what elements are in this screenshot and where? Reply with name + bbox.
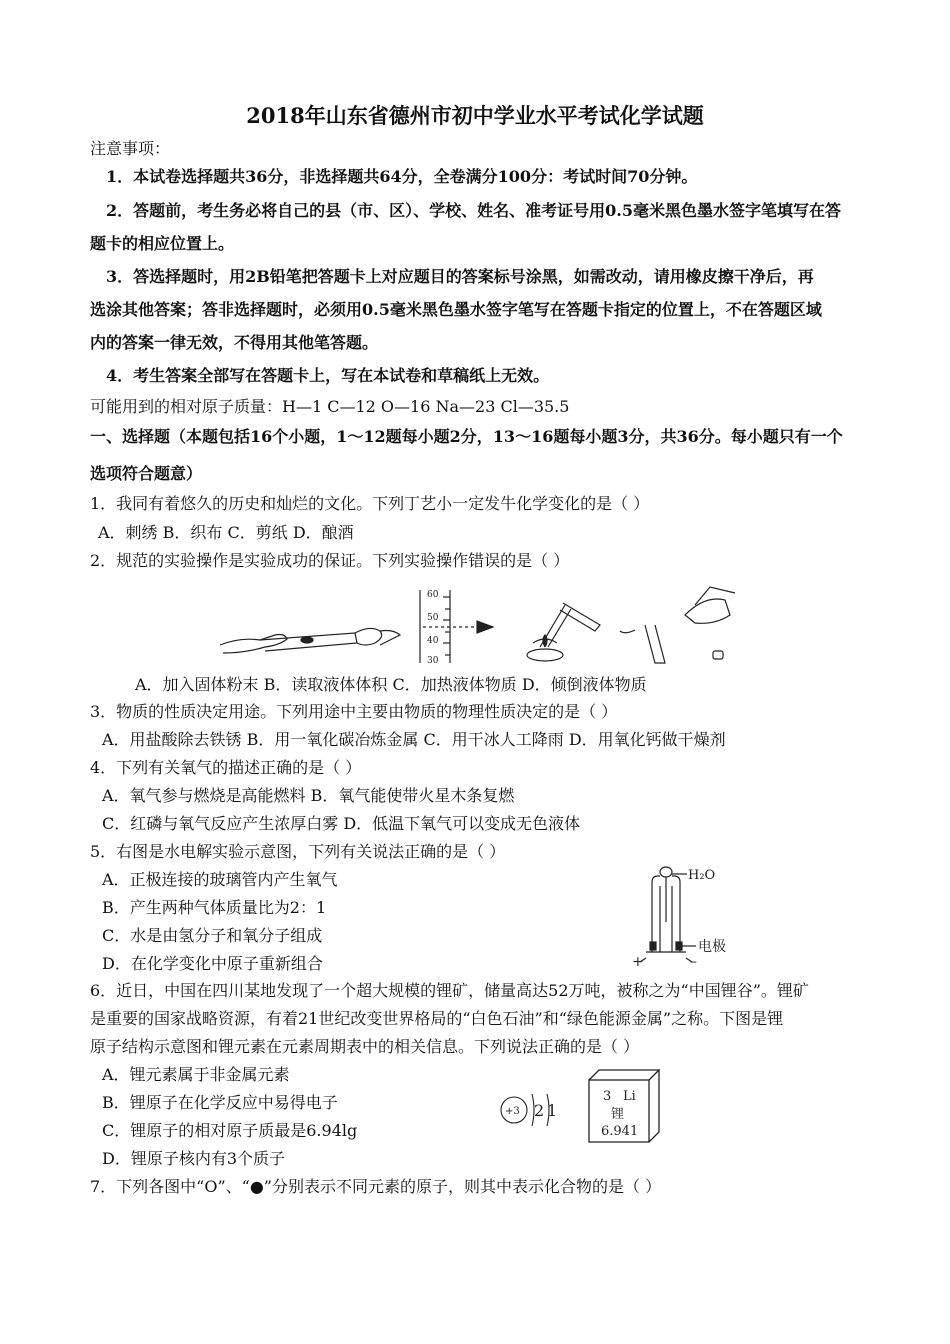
q2-figures bbox=[215, 585, 765, 670]
section-heading: 一、选择题（本题包括16个小题，1～12题每小题2分，13～16题每小题3分，共36分。每小题只有一个 bbox=[90, 427, 843, 446]
atomic-mass: 6.941 bbox=[601, 1124, 639, 1139]
q6-option-a: A．锂元素属于非金属元素 bbox=[102, 1065, 290, 1084]
q6-option-d: D．锂原子核内有3个质子 bbox=[102, 1149, 286, 1168]
plus-label: + bbox=[632, 954, 644, 970]
tick-40: 40 bbox=[427, 636, 439, 646]
q4-stem: 4．下列有关氧气的描述正确的是（ ） bbox=[90, 758, 362, 777]
h2o-label: H₂O bbox=[688, 868, 716, 883]
q3-stem: 3．物质的性质决定用途。下列用途中主要由物质的物理性质决定的是（ ） bbox=[90, 702, 618, 721]
q5-option-c: C．水是由氢分子和氧分子组成 bbox=[102, 926, 323, 945]
q6-stem-1: 6．近日，中国在四川某地发现了一个超大规模的锂矿，储量高达52万吨，被称之为“中国锂谷”。锂矿 bbox=[90, 981, 809, 1000]
minus-label: – bbox=[690, 954, 697, 970]
q2-stem: 2．规范的实验操作是实验成功的保证。下列实验操作错误的是（ ） bbox=[90, 551, 570, 570]
notice-item-3-cont1: 选涂其他答案；答非选择题时，必须用0.5毫米黑色墨水签字笔写在答题卡指定的位置上，不在答题区域 bbox=[90, 300, 822, 319]
lithium-atom-diagram bbox=[498, 1085, 568, 1135]
notice-item-4: 4．考生答案全部写在答题卡上，写在本试卷和草稿纸上无效。 bbox=[106, 366, 550, 385]
q6-option-c: C．锂原子的相对原子质最是6.94lg bbox=[102, 1121, 358, 1140]
q7-stem: 7．下列各图中“O”、“●”分别表示不同元素的原子，则其中表示化合物的是（ ） bbox=[90, 1177, 662, 1196]
heat-liquid-figure bbox=[527, 603, 600, 661]
shell-2-electrons: 1 bbox=[547, 1101, 558, 1120]
element-name: 锂 bbox=[611, 1107, 625, 1122]
page-title: 2018年山东省德州市初中学业水平考试化学试题 bbox=[246, 103, 704, 128]
shell-1-electrons: 2 bbox=[534, 1101, 545, 1120]
q1-options: A．刺绣 B．织布 C．剪纸 D．酿酒 bbox=[98, 523, 354, 542]
q5-option-d: D．在化学变化中原子重新组合 bbox=[102, 954, 323, 973]
q2-options: A．加入固体粉末 B．读取液体体积 C．加热液体物质 D．倾倒液体物质 bbox=[135, 675, 647, 694]
atomic-number: 3 bbox=[603, 1089, 612, 1104]
add-powder-figure bbox=[220, 628, 400, 653]
notice-heading: 注意事项： bbox=[90, 139, 171, 158]
q1-stem: 1．我同有着悠久的历史和灿烂的文化。下列丁艺小一定发牛化学变化的是（ ） bbox=[90, 494, 650, 513]
q6-stem-2: 是重要的国家战略资源，有着21世纪改变世界格局的“白色石油”和“绿色能源金属”之称。下图是锂 bbox=[90, 1009, 784, 1028]
tick-60: 60 bbox=[427, 590, 439, 600]
tick-30: 30 bbox=[427, 656, 439, 666]
electrode-label: 电极 bbox=[698, 939, 726, 955]
notice-item-2-cont: 题卡的相应位置上。 bbox=[90, 234, 235, 253]
notice-item-1: 1．本试卷选择题共36分，非选择题共64分，全卷满分100分：考试时间70分钟。 bbox=[106, 167, 698, 186]
read-volume-figure bbox=[420, 590, 493, 663]
q5-stem: 5．右图是水电解实验示意图，下列有关说法正确的是（ ） bbox=[90, 842, 506, 861]
pour-liquid-figure bbox=[620, 587, 735, 663]
electrolysis-figure bbox=[632, 862, 742, 972]
q4-options-ab: A．氧气参与燃烧是高能燃料 B．氧气能使带火星木条复燃 bbox=[102, 786, 515, 805]
q6-option-b: B．锂原子在化学反应中易得电子 bbox=[102, 1093, 338, 1112]
notice-item-3: 3．答选择题时，用2B铅笔把答题卡上对应题目的答案标号涂黑，如需改动，请用橡皮擦干净后，再 bbox=[106, 267, 814, 286]
atomic-mass-line: 可能用到的相对原子质量：H—1 C—12 O—16 Na—23 Cl—35.5 bbox=[90, 397, 570, 416]
notice-item-3-cont2: 内的答案一律无效，不得用其他笔答题。 bbox=[90, 333, 379, 352]
notice-item-2: 2．答题前，考生务必将自己的县（市、区）、学校、姓名、准考证号用0.5毫米黑色墨水签字笔填写在答 bbox=[106, 201, 841, 220]
q5-option-b: B．产生两种气体质量比为2：1 bbox=[102, 898, 327, 917]
q5-option-a: A．正极连接的玻璃管内产生氧气 bbox=[102, 870, 338, 889]
q6-stem-3: 原子结构示意图和锂元素在元素周期表中的相关信息。下列说法正确的是（ ） bbox=[90, 1037, 640, 1056]
tick-50: 50 bbox=[427, 613, 439, 623]
lithium-periodic-cell bbox=[585, 1068, 665, 1148]
nucleus-charge: +3 bbox=[505, 1106, 520, 1117]
q4-options-cd: C．红磷与氧气反应产生浓厚白雾 D．低温下氧气可以变成无色液体 bbox=[102, 814, 581, 833]
section-heading-cont: 选项符合题意） bbox=[90, 464, 203, 483]
q3-options: A．用盐酸除去铁锈 B．用一氧化碳冶炼金属 C．用干冰人工降雨 D．用氧化钙做干燥剂 bbox=[102, 730, 726, 749]
element-symbol: Li bbox=[623, 1089, 636, 1104]
